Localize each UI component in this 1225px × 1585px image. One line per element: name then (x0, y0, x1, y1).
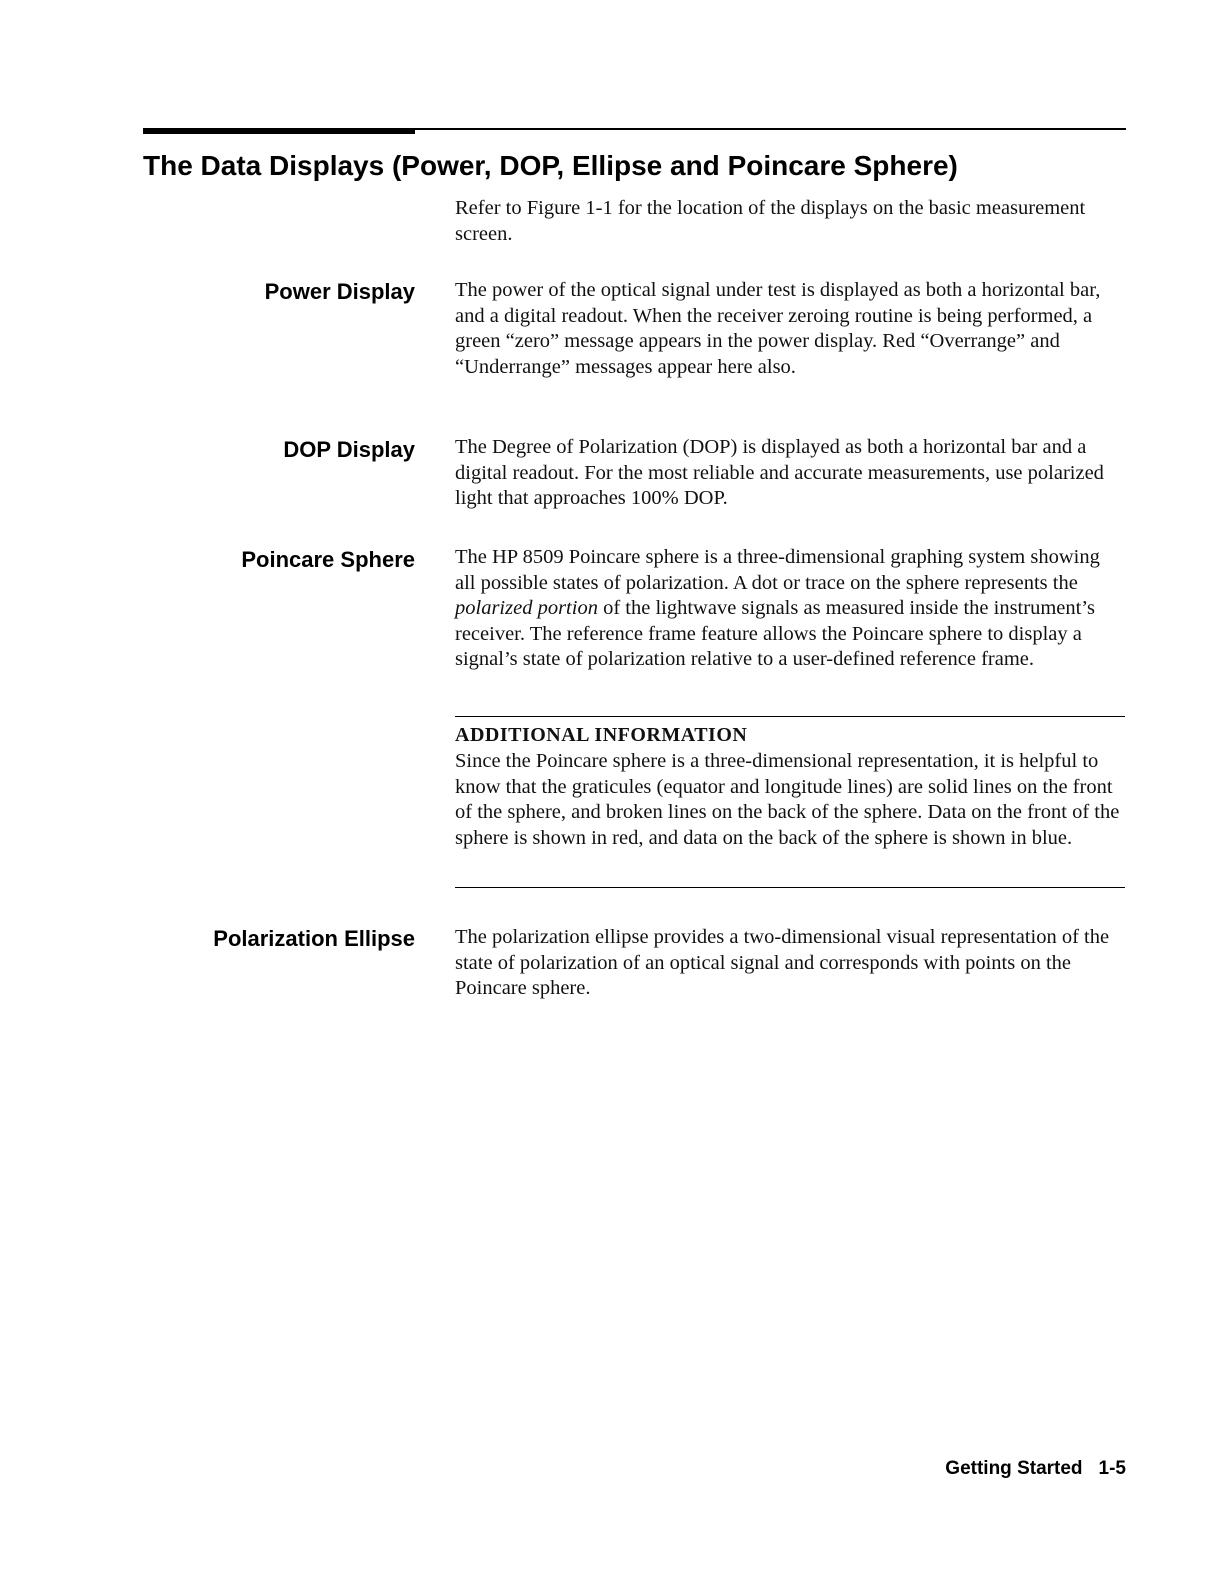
note-text: Since the Poincare sphere is a three-dimensional representation, it is helpful to know that the graticules (equator and longitude lines) are solid lines on the front of the sphere, and broken lines on the back of the sphere. Data on the front of the sphere is shown in red, and data on the back of the sphere is shown in blue. (455, 750, 1120, 849)
note-top-rule (455, 716, 1125, 717)
footer-section: Getting Started (945, 1458, 1083, 1479)
poincare-text-part-1: The HP 8509 Poincare sphere is a three-dimensional graphing system showing all possible states of polarization. A dot or trace on the sphere represents the (455, 546, 1100, 594)
header-rule-accent (143, 128, 415, 134)
poincare-sphere-label: Poincare Sphere (241, 547, 415, 572)
poincare-text-emphasis: polarized portion (455, 597, 598, 619)
polarization-ellipse-text: The polarization ellipse provides a two-dimensional visual representation of the state of polarization of an optical signal and corresponds with points on the Poincare sphere. (455, 926, 1110, 999)
page-footer (945, 1458, 1126, 1480)
polarization-ellipse-label: Polarization Ellipse (213, 926, 415, 951)
power-display-text: The power of the optical signal under test is displayed as both a horizontal bar, and a digital readout. When the receiver zeroing routine is being performed, a green “zero” message appears in the power display. Red “Overrange” and “Underrange” messages appear here also. (455, 279, 1101, 378)
power-display-label: Power Display (264, 279, 415, 304)
dop-display-text: The Degree of Polarization (DOP) is displayed as both a horizontal bar and a digital readout. For the most reliable and accurate measurements, use polarized light that approaches 100% DOP. (455, 436, 1104, 509)
poincare-sphere-text (455, 545, 1125, 673)
footer-page-number: 1-5 (1098, 1458, 1126, 1479)
note-bottom-rule (455, 887, 1125, 888)
intro-paragraph: Refer to Figure 1-1 for the location of the displays on the basic measurement screen. (455, 197, 1086, 245)
note-title: ADDITIONAL INFORMATION (455, 724, 748, 746)
page-heading: The Data Displays (Power, DOP, Ellipse and Poincare Sphere) (143, 150, 958, 181)
dop-display-label: DOP Display (283, 437, 415, 462)
poincare-text-part-2: of the lightwave signals as measured inside the instrument’s receiver. The reference frame feature allows the Poincare sphere to display a signal’s state of polarization relative to a user-defined reference frame. (455, 597, 1095, 670)
